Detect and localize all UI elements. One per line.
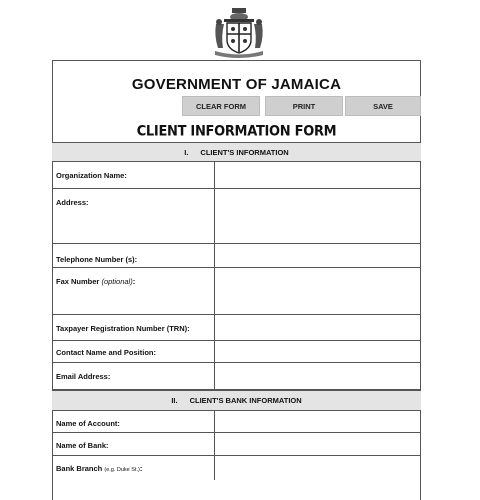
section-header-bank-info <box>52 390 421 411</box>
email-label: Email Address: <box>56 372 111 381</box>
row-account-name <box>52 411 421 433</box>
organization-name-label: Organization Name: <box>56 171 127 180</box>
organization-name-field[interactable] <box>214 162 421 188</box>
section-title: CLIENT'S BANK INFORMATION <box>189 396 302 405</box>
row-contact <box>52 341 421 363</box>
contact-field[interactable] <box>214 341 421 362</box>
section-header-client-info <box>52 142 421 162</box>
form-title: CLIENT INFORMATION FORM <box>136 123 337 140</box>
account-name-field[interactable] <box>214 411 421 432</box>
coat-of-arms-icon <box>210 6 268 60</box>
bank-branch-hint: (e.g. Duke St.) <box>104 467 140 473</box>
save-button[interactable]: SAVE <box>345 96 421 116</box>
row-telephone <box>52 244 421 268</box>
row-bank-branch <box>52 456 421 480</box>
bank-branch-label: Bank Branch (e.g. Duke St.): <box>56 464 143 473</box>
contact-label: Contact Name and Position: <box>56 348 157 357</box>
bank-name-field[interactable] <box>214 433 421 455</box>
fax-optional-note: (optional) <box>101 277 133 286</box>
row-bank-name <box>52 433 421 456</box>
fax-label: Fax Number (optional): <box>56 277 136 286</box>
print-button[interactable]: PRINT <box>265 96 343 116</box>
row-trn <box>52 315 421 341</box>
address-field[interactable] <box>214 189 421 243</box>
trn-field[interactable] <box>214 315 421 340</box>
section-title: CLIENT'S INFORMATION <box>200 147 289 157</box>
section-number: I. <box>184 147 189 157</box>
bank-branch-field[interactable] <box>214 456 421 480</box>
email-field[interactable] <box>214 363 421 389</box>
section-number: II. <box>171 396 178 405</box>
fax-field[interactable] <box>214 268 421 314</box>
row-organization-name <box>52 162 421 189</box>
clear-form-button[interactable]: CLEAR FORM <box>182 96 260 116</box>
address-label: Address: <box>56 198 89 207</box>
row-address <box>52 189 421 244</box>
telephone-label: Telephone Number (s): <box>56 255 138 264</box>
bank-name-label: Name of Bank: <box>56 441 109 450</box>
telephone-field[interactable] <box>214 244 421 267</box>
trn-label: Taxpayer Registration Number (TRN): <box>56 324 190 333</box>
government-title: GOVERNMENT OF JAMAICA <box>131 76 342 93</box>
row-email <box>52 363 421 390</box>
account-name-label: Name of Account: <box>56 419 120 428</box>
row-fax <box>52 268 421 315</box>
